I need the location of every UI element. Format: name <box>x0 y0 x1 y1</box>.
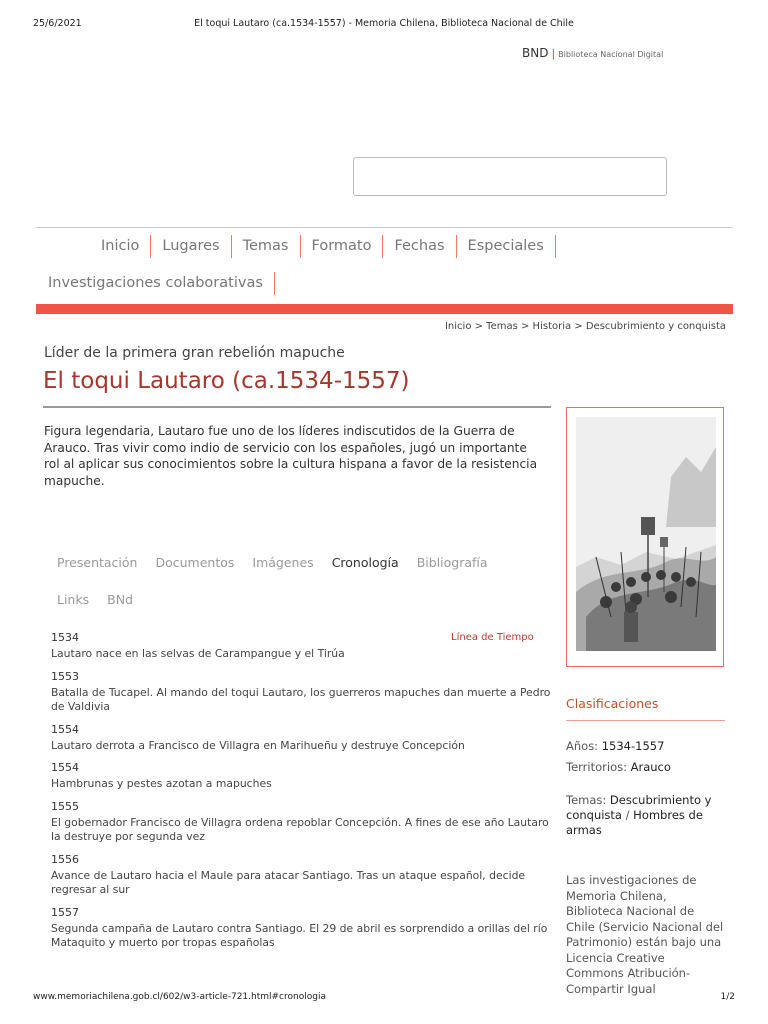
event-text: Batalla de Tucapel. Al mando del toqui Lautaro, los guerreros mapuches dan muerte a Pedro de Valdivia <box>51 685 551 713</box>
event-year: 1554 <box>51 722 79 736</box>
chronology-item <box>51 723 551 754</box>
page-title: El toqui Lautaro (ca.1534-1557) <box>43 368 410 394</box>
nav-item-lugares[interactable]: Lugares <box>151 235 231 258</box>
territorios-row <box>566 760 726 775</box>
chronology-item <box>51 853 551 898</box>
tab-bibliografia[interactable]: Bibliografía <box>416 555 488 570</box>
chronology-list <box>51 631 551 959</box>
nav-item-fechas[interactable]: Fechas <box>383 235 456 258</box>
tab-documentos[interactable]: Documentos <box>155 555 235 570</box>
bnd-separator: | <box>551 47 556 60</box>
event-text: Segunda campaña de Lautaro contra Santiago. El 29 de abril es sorprendido a orillas del río Mataquito y muerto por tropas españolas <box>51 921 548 949</box>
chronology-item <box>51 631 551 662</box>
engraving-illustration <box>576 417 716 651</box>
event-year: 1556 <box>51 852 79 866</box>
temas-value-hombres[interactable]: Hombres de armas <box>566 808 703 837</box>
clasificaciones-heading: Clasificaciones <box>566 696 659 711</box>
article-tabs <box>57 555 506 570</box>
article-subtitle: Líder de la primera gran rebelión mapuche <box>44 345 345 361</box>
anios-value[interactable]: 1534-1557 <box>601 739 665 753</box>
temas-value-descubrimiento[interactable]: Descubrimiento y conquista <box>566 793 712 822</box>
event-year: 1534 <box>51 631 79 644</box>
search-input[interactable] <box>353 157 667 196</box>
nav-item-inicio[interactable]: Inicio <box>90 235 151 258</box>
print-page-number: 1/2 <box>720 992 735 1002</box>
breadcrumb[interactable]: Inicio > Temas > Historia > Descubrimiento y conquista <box>444 321 726 332</box>
anios-row <box>566 739 726 754</box>
article-intro: Figura legendaria, Lautaro fue uno de los líderes indiscutidos de la Guerra de Arauco. Tras vivir como indio de servicio con los españoles, jugó un importante rol al aplicar sus conocimientos sobre la cultura hispana a favor de la resistencia mapuche. <box>44 424 538 488</box>
chronology-item <box>51 761 551 792</box>
timeline-link[interactable]: Línea de Tiempo <box>451 632 534 643</box>
territorios-value[interactable]: Arauco <box>630 760 671 774</box>
bnd-logo-text: BND <box>522 46 549 60</box>
chronology-item <box>51 800 551 845</box>
tab-cronologia[interactable]: Cronología <box>331 555 399 570</box>
event-text: El gobernador Francisco de Villagra ordena repoblar Concepción. A fines de ese año Lautaro la destruye por segunda vez <box>51 815 549 843</box>
clasificaciones-divider <box>566 720 725 721</box>
bnd-logo[interactable] <box>522 46 663 60</box>
main-nav-row-2 <box>37 272 275 295</box>
nav-item-temas[interactable]: Temas <box>232 235 301 258</box>
event-year: 1554 <box>51 761 79 774</box>
event-text: Lautaro derrota a Francisco de Villagra en Marihueñu y destruye Concepción <box>51 738 465 752</box>
event-text: Avance de Lautaro hacia el Maule para atacar Santiago. Tras un ataque español, decide regresar al sur <box>51 868 526 896</box>
event-year: 1555 <box>51 799 79 813</box>
chronology-item <box>51 670 551 715</box>
temas-label: Temas: <box>566 793 607 807</box>
nav-item-formato[interactable]: Formato <box>301 235 384 258</box>
event-year: 1557 <box>51 905 79 919</box>
print-date: 25/6/2021 <box>33 18 82 29</box>
article-tabs-row-2 <box>57 592 151 607</box>
tab-links[interactable]: Links <box>57 592 90 607</box>
main-nav <box>90 235 556 258</box>
title-divider <box>43 406 551 408</box>
event-text: Hambrunas y pestes azotan a mapuches <box>51 777 272 790</box>
anios-label: Años: <box>566 739 599 753</box>
article-image[interactable] <box>566 407 724 667</box>
chronology-item <box>51 906 551 951</box>
nav-item-especiales[interactable]: Especiales <box>457 235 556 258</box>
nav-item-investigaciones[interactable]: Investigaciones colaborativas <box>37 272 275 295</box>
bnd-label: Biblioteca Nacional Digital <box>558 50 664 59</box>
temas-row <box>566 793 726 838</box>
print-url: www.memoriachilena.gob.cl/602/w3-article-721.html#cronologia <box>33 992 326 1002</box>
nav-accent-bar <box>36 304 733 314</box>
event-text: Lautaro nace en las selvas de Carampangue y el Tirúa <box>51 647 345 660</box>
tab-bnd[interactable]: BNd <box>107 592 133 607</box>
tab-presentacion[interactable]: Presentación <box>57 555 138 570</box>
print-title: El toqui Lautaro (ca.1534-1557) - Memoria Chilena, Biblioteca Nacional de Chile <box>194 18 574 29</box>
nav-top-divider <box>36 227 733 228</box>
license-text: Las investigaciones de Memoria Chilena, Biblioteca Nacional de Chile (Servicio Nacional del Patrimonio) están bajo una Licencia Creative Commons Atribución-Compartir Igual <box>566 873 724 996</box>
tab-imagenes[interactable]: Imágenes <box>252 555 314 570</box>
temas-separator: / <box>625 808 630 822</box>
territorios-label: Territorios: <box>566 760 627 774</box>
event-year: 1553 <box>51 669 79 683</box>
